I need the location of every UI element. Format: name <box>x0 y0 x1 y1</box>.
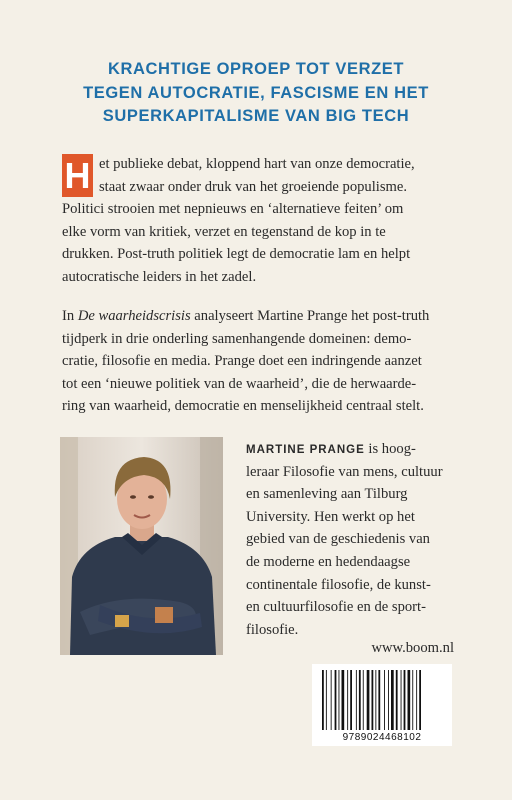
isbn-barcode <box>312 664 452 746</box>
author-bio <box>246 438 443 641</box>
headline-line: SUPERKAPITALISME VAN BIG TECH <box>102 107 410 125</box>
barcode-bar <box>367 670 370 730</box>
isbn-number: 9789024468102 <box>342 732 422 743</box>
text-line: en samenleving aan Tilburg <box>246 486 408 503</box>
barcode-bar <box>331 670 332 730</box>
barcode-bar <box>359 670 361 730</box>
text-line: gebied van de geschiedenis van <box>246 531 430 548</box>
text-line: de moderne en hedendaagse <box>246 553 411 570</box>
author-photo <box>60 437 223 655</box>
barcode-bar <box>396 670 398 730</box>
text-line: filosofie. <box>246 621 299 638</box>
text-line: Politici strooien met nepnieuws en ‘alternatieve feiten’ om <box>62 201 404 218</box>
text-line: et publieke debat, kloppend hart van onze democratie, <box>99 156 415 172</box>
barcode-bar <box>401 670 402 730</box>
barcode-bar <box>416 670 417 730</box>
book-title: De waarheidscrisis <box>77 308 191 324</box>
barcode-bar <box>335 670 337 730</box>
text-line <box>62 305 429 328</box>
barcode-bar <box>408 670 411 730</box>
headline-line: KRACHTIGE OPROEP TOT VERZET <box>107 60 405 78</box>
text-line: tot een ‘nieuwe politiek van de waarheid’, die de herwaarde- <box>62 375 417 392</box>
barcode-bar <box>342 670 345 730</box>
text-line: tijdperk in drie onderling samenhangende domeinen: demo- <box>62 330 412 347</box>
headline <box>0 58 512 129</box>
text-line: staat zwaar onder druk van het groeiende populisme. <box>99 178 407 195</box>
text-line: drukken. Post-truth politiek legt de democratie lam en helpt <box>62 246 411 263</box>
headline-line: TEGEN AUTOCRATIE, FASCISME EN HET <box>83 83 429 102</box>
barcode-bar <box>378 670 380 730</box>
barcode-bar <box>347 670 348 730</box>
barcode-bar <box>388 670 389 730</box>
text-line: en cultuurfilosofie en de sport- <box>246 599 426 616</box>
text-line: University. Hen werkt op het <box>246 508 415 525</box>
barcode-bar <box>412 670 413 730</box>
text-line: elke vorm van kritiek, verzet en tegenstand de kop in te <box>62 223 386 240</box>
intro-paragraph <box>62 153 415 289</box>
barcode-bar <box>339 670 340 730</box>
barcode-bar <box>391 670 394 730</box>
author-name: MARTINE PRANGE <box>246 444 365 456</box>
barcode-bar <box>326 670 327 730</box>
text-line: autocratische leiders in het zadel. <box>62 268 257 285</box>
text-line: ring van waarheid, democratie en menselijkheid centraal stelt. <box>62 398 424 415</box>
barcode-bar <box>350 670 352 730</box>
text-line: cratie, filosofie en media. Prange doet een indringende aanzet <box>62 353 422 370</box>
text-fragment: analyseert Martine Prange het post-truth <box>190 308 430 324</box>
barcode-bar <box>375 670 376 730</box>
drop-cap: H <box>62 154 93 197</box>
barcode-bar <box>363 670 364 730</box>
text-line: continentale filosofie, de kunst- <box>246 576 431 593</box>
text-fragment: In <box>62 308 78 324</box>
barcode-bar <box>356 670 357 730</box>
text-fragment: is hoog- <box>364 441 416 457</box>
barcode-bar <box>372 670 374 730</box>
description-paragraph <box>62 305 429 418</box>
barcode-bar <box>419 670 421 730</box>
publisher-url[interactable]: www.boom.nl <box>371 640 454 656</box>
barcode-bar <box>384 670 385 730</box>
barcode-bar <box>322 670 324 730</box>
text-line: leraar Filosofie van mens, cultuur <box>246 463 443 480</box>
barcode-bar <box>404 670 406 730</box>
text-line <box>246 438 443 461</box>
